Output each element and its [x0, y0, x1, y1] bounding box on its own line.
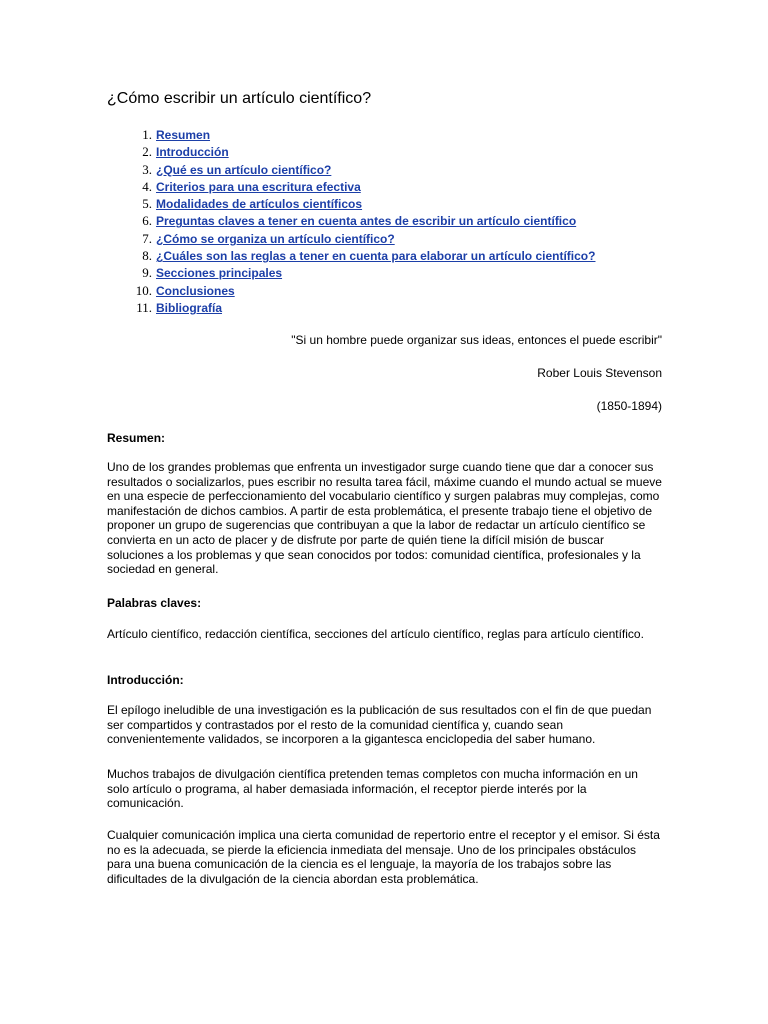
epigraph-author: Rober Louis Stevenson — [537, 366, 662, 380]
toc-item — [107, 126, 595, 143]
toc-number: 3. — [142, 161, 152, 177]
toc-number: 1. — [142, 127, 152, 142]
toc-item — [107, 212, 595, 229]
toc-item — [107, 299, 595, 316]
toc-number: 9. — [142, 265, 152, 281]
toc-item — [107, 247, 595, 264]
table-of-contents — [107, 126, 595, 316]
toc-number: 2. — [142, 144, 152, 160]
section-heading-introduccion: Introducción: — [107, 673, 184, 687]
toc-number: 6. — [142, 213, 152, 229]
paragraph-introduccion-2: Muchos trabajos de divulgación científica pretenden temas completos con mucha información en un solo artículo o programa, al haber demasiada información, el receptor pierde interés por la comunicación. — [107, 767, 638, 811]
paragraph-resumen: Uno de los grandes problemas que enfrenta un investigador surge cuando tiene que dar a conocer sus resultados o socializarlos, pues escribir no resulta tarea fácil, máxime cuando el mundo actual se mueve en una especie de perfeccionamiento del vocabulario científico y surgen palabras muy complejas, como manifestación de dichos cambios. A partir de esta problemática, el presente trabajo tiene el objetivo de proponer un grupo de sugerencias que contribuyan a que la labor de redactar un artículo científico se convierta en un acto de placer y de disfrute por parte de quién tiene la difícil misión de buscar soluciones a los problemas y que sean conocidos por todos: comunidad científica, profesionales y la sociedad en general. — [107, 460, 662, 577]
toc-link-organiza[interactable]: ¿Cómo se organiza un artículo científico? — [156, 231, 395, 246]
epigraph-dates: (1850-1894) — [596, 399, 662, 413]
paragraph-palabras-claves: Artículo científico, redacción científica, secciones del artículo científico, reglas para artículo científico. — [107, 627, 644, 641]
toc-link-criterios[interactable]: Criterios para una escritura efectiva — [156, 179, 361, 194]
toc-item — [107, 161, 595, 178]
toc-item — [107, 230, 595, 247]
toc-link-modalidades[interactable]: Modalidades de artículos científicos — [156, 197, 363, 212]
toc-link-que-es[interactable]: ¿Qué es un artículo científico? — [156, 162, 332, 177]
toc-item — [107, 282, 595, 299]
toc-item — [107, 195, 595, 212]
toc-link-introduccion[interactable]: Introducción — [156, 145, 229, 160]
toc-number: 11. — [136, 299, 152, 315]
toc-number: 7. — [142, 230, 152, 246]
toc-number: 10. — [135, 282, 152, 298]
toc-item — [107, 143, 595, 160]
epigraph-quote: "Si un hombre puede organizar sus ideas, entonces el puede escribir" — [291, 333, 662, 347]
toc-link-secciones[interactable]: Secciones principales — [156, 266, 283, 281]
toc-number: 8. — [142, 248, 152, 264]
toc-link-conclusiones[interactable]: Conclusiones — [156, 283, 235, 298]
toc-link-preguntas[interactable]: Preguntas claves a tener en cuenta antes de escribir un artículo científico — [156, 214, 577, 229]
toc-link-resumen[interactable]: Resumen — [156, 128, 211, 142]
toc-link-bibliografia[interactable]: Bibliografía — [156, 300, 223, 315]
page-title: ¿Cómo escribir un artículo científico? — [107, 90, 372, 107]
section-heading-palabras-claves: Palabras claves: — [107, 596, 202, 610]
paragraph-introduccion-1: El epílogo ineludible de una investigación es la publicación de sus resultados con el fin de que puedan ser compartidos y contrastados por el resto de la comunidad científica y, cuando sean convenientemente validados, se incorporen a la gigantesca enciclopedia del saber humano. — [107, 703, 652, 747]
toc-item — [107, 264, 595, 281]
paragraph-introduccion-3: Cualquier comunicación implica una cierta comunidad de repertorio entre el receptor y el emisor. Si ésta no es la adecuada, se pierde la eficiencia inmediata del mensaje. Uno de los principales obstáculos para una buena comunicación de la ciencia es el lenguaje, la mayoría de los trabajos sobre las dificultades de la divulgación de la ciencia abordan esta problemática. — [107, 828, 660, 886]
toc-number: 5. — [142, 196, 152, 212]
toc-item — [107, 178, 595, 195]
section-heading-resumen: Resumen: — [107, 431, 166, 445]
toc-number: 4. — [142, 178, 152, 194]
toc-link-reglas[interactable]: ¿Cuáles son las reglas a tener en cuenta para elaborar un artículo científico? — [156, 249, 596, 264]
